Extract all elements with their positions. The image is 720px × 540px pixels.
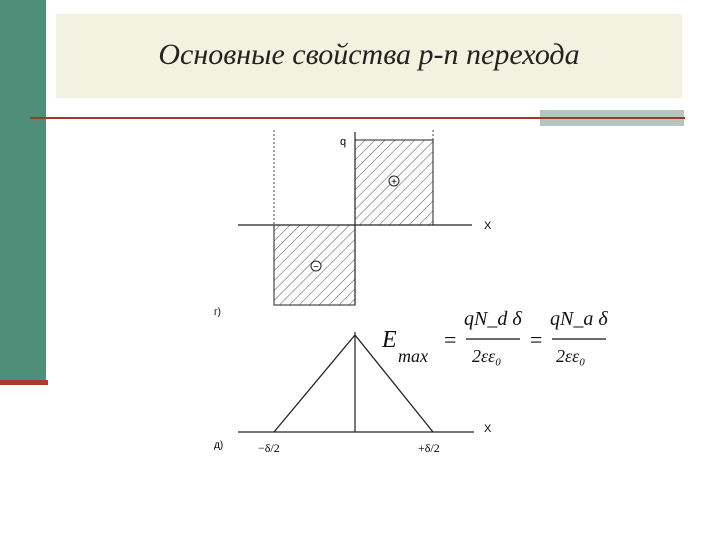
charge-y-label: q	[340, 136, 347, 148]
field-x-label: X	[484, 423, 492, 435]
formula-den2: 2εε₀	[556, 346, 586, 366]
formula-num2: qN_a δ	[550, 308, 608, 330]
formula-max: max	[398, 346, 428, 366]
slide-title: Основные свойства p-n перехода	[158, 38, 580, 71]
emax-formula	[381, 308, 608, 366]
formula-e: E	[382, 327, 397, 353]
formula-eq2: =	[530, 327, 543, 352]
negative-sign: −	[313, 262, 319, 273]
formula-den1: 2εε₀	[472, 346, 502, 366]
formula-num1: qN_d δ	[464, 308, 522, 330]
left-limit-label: −δ/2	[258, 441, 280, 455]
right-limit-label: +δ/2	[418, 441, 440, 455]
charge-x-label: X	[484, 220, 492, 232]
panel-label-d: д)	[214, 440, 224, 451]
formula-eq1: =	[444, 327, 457, 352]
positive-sign: +	[391, 177, 397, 188]
charge-plot	[238, 130, 492, 305]
panel-label-g: г)	[214, 307, 221, 318]
